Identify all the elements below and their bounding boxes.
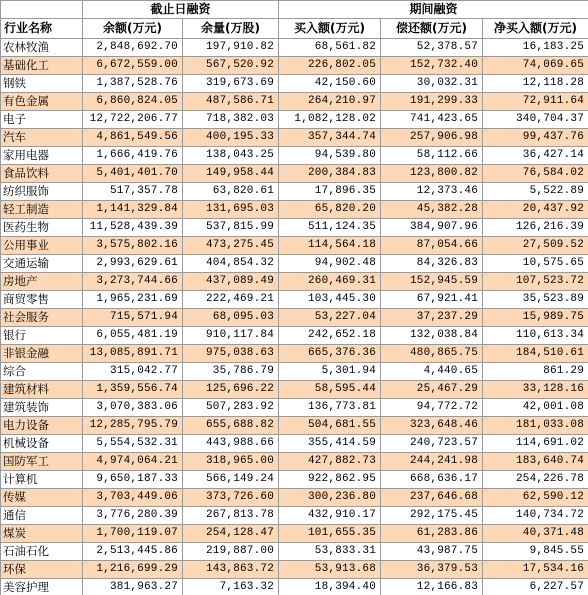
- cell-balance: 517,357.78: [83, 183, 183, 201]
- cell-volume: 138,043.25: [183, 147, 279, 165]
- cell-net-buy: 140,734.72: [483, 507, 588, 525]
- cell-net-buy: 33,128.16: [483, 381, 588, 399]
- cell-buy-amount: 114,564.18: [279, 237, 381, 255]
- cell-repay-amount: 123,800.82: [381, 165, 483, 183]
- cell-balance: 2,993,629.61: [83, 255, 183, 273]
- column-header-buy-amount: 买入额(万元): [279, 19, 381, 39]
- table-row: [1, 525, 588, 543]
- column-header-industry: 行业名称: [1, 19, 83, 39]
- cell-volume: 222,469.21: [183, 291, 279, 309]
- cell-repay-amount: 152,945.59: [381, 273, 483, 291]
- cell-repay-amount: 87,054.66: [381, 237, 483, 255]
- cell-buy-amount: 260,469.31: [279, 273, 381, 291]
- table-row: [1, 183, 588, 201]
- cell-net-buy: 5,522.89: [483, 183, 588, 201]
- cell-industry: 电子: [1, 111, 83, 129]
- cell-industry: 美容护理: [1, 579, 83, 595]
- cell-industry: 食品饮料: [1, 165, 83, 183]
- cell-buy-amount: 1,082,128.02: [279, 111, 381, 129]
- cell-industry: 环保: [1, 561, 83, 579]
- cell-balance: 4,974,064.21: [83, 453, 183, 471]
- table-row: [1, 417, 588, 435]
- header-group-closing: 截止日融资: [83, 1, 279, 19]
- cell-buy-amount: 504,681.55: [279, 417, 381, 435]
- column-header-balance: 余额(万元): [83, 19, 183, 39]
- cell-buy-amount: 58,595.44: [279, 381, 381, 399]
- table-row: [1, 165, 588, 183]
- cell-volume: 718,382.03: [183, 111, 279, 129]
- table-row: [1, 381, 588, 399]
- table-row: [1, 327, 588, 345]
- cell-volume: 566,149.24: [183, 471, 279, 489]
- cell-balance: 381,963.27: [83, 579, 183, 595]
- cell-buy-amount: 18,394.40: [279, 579, 381, 595]
- cell-balance: 715,571.94: [83, 309, 183, 327]
- cell-volume: 63,820.61: [183, 183, 279, 201]
- table-row: [1, 489, 588, 507]
- cell-repay-amount: 84,326.83: [381, 255, 483, 273]
- table-row: [1, 93, 588, 111]
- cell-repay-amount: 12,373.46: [381, 183, 483, 201]
- cell-volume: 318,965.00: [183, 453, 279, 471]
- table-row: [1, 57, 588, 75]
- cell-net-buy: 35,523.89: [483, 291, 588, 309]
- cell-industry: 汽车: [1, 129, 83, 147]
- cell-buy-amount: 53,913.68: [279, 561, 381, 579]
- table-row: [1, 579, 588, 595]
- cell-volume: 35,786.79: [183, 363, 279, 381]
- cell-buy-amount: 68,561.82: [279, 39, 381, 57]
- cell-industry: 社会服务: [1, 309, 83, 327]
- cell-balance: 6,860,824.05: [83, 93, 183, 111]
- cell-net-buy: 36,427.14: [483, 147, 588, 165]
- table-row: [1, 507, 588, 525]
- cell-buy-amount: 432,910.17: [279, 507, 381, 525]
- cell-volume: 655,688.82: [183, 417, 279, 435]
- cell-industry: 综合: [1, 363, 83, 381]
- cell-balance: 13,085,891.71: [83, 345, 183, 363]
- cell-industry: 钢铁: [1, 75, 83, 93]
- cell-buy-amount: 101,655.35: [279, 525, 381, 543]
- cell-balance: 6,672,559.00: [83, 57, 183, 75]
- cell-repay-amount: 292,175.45: [381, 507, 483, 525]
- cell-volume: 404,854.32: [183, 255, 279, 273]
- cell-balance: 4,861,549.56: [83, 129, 183, 147]
- cell-balance: 1,216,699.29: [83, 561, 183, 579]
- cell-buy-amount: 53,227.04: [279, 309, 381, 327]
- cell-volume: 537,815.99: [183, 219, 279, 237]
- cell-balance: 1,965,231.69: [83, 291, 183, 309]
- table-row: [1, 111, 588, 129]
- cell-balance: 12,722,206.77: [83, 111, 183, 129]
- table-row: [1, 219, 588, 237]
- cell-buy-amount: 65,820.20: [279, 201, 381, 219]
- cell-volume: 975,038.63: [183, 345, 279, 363]
- cell-buy-amount: 200,384.83: [279, 165, 381, 183]
- cell-repay-amount: 67,921.41: [381, 291, 483, 309]
- cell-net-buy: 72,911.64: [483, 93, 588, 111]
- cell-industry: 建筑装饰: [1, 399, 83, 417]
- cell-repay-amount: 384,907.96: [381, 219, 483, 237]
- cell-buy-amount: 264,210.97: [279, 93, 381, 111]
- cell-volume: 7,163.32: [183, 579, 279, 595]
- cell-net-buy: 62,590.12: [483, 489, 588, 507]
- cell-repay-amount: 741,423.65: [381, 111, 483, 129]
- cell-net-buy: 126,216.39: [483, 219, 588, 237]
- table-row: [1, 435, 588, 453]
- cell-net-buy: 40,371.48: [483, 525, 588, 543]
- cell-industry: 轻工制造: [1, 201, 83, 219]
- cell-volume: 143,863.72: [183, 561, 279, 579]
- cell-buy-amount: 922,862.95: [279, 471, 381, 489]
- cell-net-buy: 16,183.25: [483, 39, 588, 57]
- column-header-net-buy: 净买入额(万元): [483, 19, 588, 39]
- cell-net-buy: 184,510.61: [483, 345, 588, 363]
- cell-balance: 12,285,795.79: [83, 417, 183, 435]
- cell-industry: 交通运输: [1, 255, 83, 273]
- cell-industry: 公用事业: [1, 237, 83, 255]
- cell-net-buy: 74,069.65: [483, 57, 588, 75]
- cell-industry: 有色金属: [1, 93, 83, 111]
- cell-balance: 3,070,383.06: [83, 399, 183, 417]
- cell-balance: 1,700,119.07: [83, 525, 183, 543]
- cell-industry: 电力设备: [1, 417, 83, 435]
- cell-balance: 2,848,692.70: [83, 39, 183, 57]
- cell-volume: 400,195.33: [183, 129, 279, 147]
- cell-net-buy: 181,033.08: [483, 417, 588, 435]
- cell-repay-amount: 323,648.46: [381, 417, 483, 435]
- cell-net-buy: 17,534.16: [483, 561, 588, 579]
- cell-volume: 437,089.49: [183, 273, 279, 291]
- cell-industry: 农林牧渔: [1, 39, 83, 57]
- table-row: [1, 147, 588, 165]
- cell-net-buy: 15,989.75: [483, 309, 588, 327]
- table-row: [1, 273, 588, 291]
- header-column-row: [1, 19, 588, 39]
- cell-industry: 煤炭: [1, 525, 83, 543]
- cell-balance: 6,055,481.19: [83, 327, 183, 345]
- table-header: [1, 1, 588, 39]
- cell-repay-amount: 43,987.75: [381, 543, 483, 561]
- cell-volume: 131,695.03: [183, 201, 279, 219]
- cell-industry: 商贸零售: [1, 291, 83, 309]
- cell-buy-amount: 5,301.94: [279, 363, 381, 381]
- cell-balance: 3,273,744.66: [83, 273, 183, 291]
- cell-net-buy: 76,584.02: [483, 165, 588, 183]
- cell-buy-amount: 94,539.80: [279, 147, 381, 165]
- cell-net-buy: 110,613.34: [483, 327, 588, 345]
- cell-buy-amount: 42,150.60: [279, 75, 381, 93]
- cell-net-buy: 27,509.52: [483, 237, 588, 255]
- cell-buy-amount: 103,445.30: [279, 291, 381, 309]
- cell-balance: 2,513,445.86: [83, 543, 183, 561]
- table-row: [1, 345, 588, 363]
- cell-volume: 567,520.92: [183, 57, 279, 75]
- cell-buy-amount: 511,124.35: [279, 219, 381, 237]
- cell-net-buy: 861.29: [483, 363, 588, 381]
- cell-industry: 计算机: [1, 471, 83, 489]
- cell-net-buy: 6,227.57: [483, 579, 588, 595]
- table-row: [1, 471, 588, 489]
- cell-industry: 纺织服饰: [1, 183, 83, 201]
- cell-repay-amount: 30,032.31: [381, 75, 483, 93]
- cell-repay-amount: 244,241.98: [381, 453, 483, 471]
- cell-repay-amount: 237,646.68: [381, 489, 483, 507]
- cell-buy-amount: 53,833.31: [279, 543, 381, 561]
- cell-repay-amount: 36,379.53: [381, 561, 483, 579]
- cell-industry: 机械设备: [1, 435, 83, 453]
- table-row: [1, 39, 588, 57]
- cell-volume: 319,673.69: [183, 75, 279, 93]
- cell-industry: 石油石化: [1, 543, 83, 561]
- cell-buy-amount: 300,236.80: [279, 489, 381, 507]
- cell-volume: 267,813.78: [183, 507, 279, 525]
- cell-net-buy: 107,523.72: [483, 273, 588, 291]
- cell-balance: 3,776,280.39: [83, 507, 183, 525]
- cell-repay-amount: 668,636.17: [381, 471, 483, 489]
- cell-balance: 1,141,329.84: [83, 201, 183, 219]
- cell-repay-amount: 45,382.28: [381, 201, 483, 219]
- header-group-period: 期间融资: [279, 1, 588, 19]
- cell-net-buy: 340,704.37: [483, 111, 588, 129]
- cell-volume: 443,988.66: [183, 435, 279, 453]
- table-row: [1, 129, 588, 147]
- cell-balance: 9,650,187.33: [83, 471, 183, 489]
- cell-repay-amount: 58,112.66: [381, 147, 483, 165]
- cell-repay-amount: 12,166.83: [381, 579, 483, 595]
- table-row: [1, 543, 588, 561]
- cell-industry: 通信: [1, 507, 83, 525]
- cell-balance: 5,554,532.31: [83, 435, 183, 453]
- table-row: [1, 255, 588, 273]
- column-header-volume: 余量(万股): [183, 19, 279, 39]
- cell-industry: 家用电器: [1, 147, 83, 165]
- cell-buy-amount: 665,376.36: [279, 345, 381, 363]
- column-header-repay-amount: 偿还额(万元): [381, 19, 483, 39]
- cell-repay-amount: 152,732.40: [381, 57, 483, 75]
- cell-net-buy: 42,001.08: [483, 399, 588, 417]
- header-group-blank: [1, 1, 83, 19]
- cell-net-buy: 114,691.02: [483, 435, 588, 453]
- cell-volume: 125,696.22: [183, 381, 279, 399]
- cell-industry: 银行: [1, 327, 83, 345]
- cell-balance: 11,528,439.39: [83, 219, 183, 237]
- cell-repay-amount: 191,299.33: [381, 93, 483, 111]
- cell-net-buy: 254,226.78: [483, 471, 588, 489]
- cell-repay-amount: 94,772.72: [381, 399, 483, 417]
- cell-volume: 197,910.82: [183, 39, 279, 57]
- table-row: [1, 363, 588, 381]
- cell-net-buy: 9,845.55: [483, 543, 588, 561]
- cell-net-buy: 10,575.65: [483, 255, 588, 273]
- cell-net-buy: 99,437.76: [483, 129, 588, 147]
- table-row: [1, 453, 588, 471]
- table-row: [1, 561, 588, 579]
- table-row: [1, 291, 588, 309]
- cell-balance: 315,042.77: [83, 363, 183, 381]
- cell-balance: 1,387,528.76: [83, 75, 183, 93]
- cell-buy-amount: 17,896.35: [279, 183, 381, 201]
- cell-buy-amount: 136,773.81: [279, 399, 381, 417]
- cell-buy-amount: 94,902.48: [279, 255, 381, 273]
- cell-repay-amount: 257,906.98: [381, 129, 483, 147]
- cell-volume: 219,887.00: [183, 543, 279, 561]
- cell-buy-amount: 427,882.73: [279, 453, 381, 471]
- table-row: [1, 309, 588, 327]
- cell-balance: 3,703,449.06: [83, 489, 183, 507]
- cell-industry: 房地产: [1, 273, 83, 291]
- cell-industry: 建筑材料: [1, 381, 83, 399]
- table-row: [1, 75, 588, 93]
- cell-balance: 3,575,802.16: [83, 237, 183, 255]
- cell-repay-amount: 480,865.75: [381, 345, 483, 363]
- cell-volume: 487,586.71: [183, 93, 279, 111]
- cell-industry: 传媒: [1, 489, 83, 507]
- cell-repay-amount: 37,237.29: [381, 309, 483, 327]
- cell-volume: 254,128.47: [183, 525, 279, 543]
- cell-buy-amount: 355,414.59: [279, 435, 381, 453]
- cell-repay-amount: 52,378.57: [381, 39, 483, 57]
- cell-repay-amount: 25,467.29: [381, 381, 483, 399]
- table-row: [1, 237, 588, 255]
- cell-volume: 910,117.84: [183, 327, 279, 345]
- cell-buy-amount: 242,652.18: [279, 327, 381, 345]
- cell-net-buy: 183,640.74: [483, 453, 588, 471]
- cell-industry: 医药生物: [1, 219, 83, 237]
- table-body: [1, 39, 588, 595]
- cell-volume: 373,726.60: [183, 489, 279, 507]
- cell-balance: 5,401,401.70: [83, 165, 183, 183]
- cell-repay-amount: 4,440.65: [381, 363, 483, 381]
- cell-balance: 1,666,419.76: [83, 147, 183, 165]
- cell-repay-amount: 132,038.84: [381, 327, 483, 345]
- header-group-row: [1, 1, 588, 19]
- cell-volume: 473,275.45: [183, 237, 279, 255]
- table-row: [1, 201, 588, 219]
- cell-balance: 1,359,556.74: [83, 381, 183, 399]
- cell-volume: 507,283.92: [183, 399, 279, 417]
- cell-buy-amount: 357,344.74: [279, 129, 381, 147]
- cell-industry: 国防军工: [1, 453, 83, 471]
- cell-volume: 68,095.03: [183, 309, 279, 327]
- cell-buy-amount: 226,802.05: [279, 57, 381, 75]
- cell-industry: 非银金融: [1, 345, 83, 363]
- cell-repay-amount: 61,283.86: [381, 525, 483, 543]
- cell-net-buy: 12,118.28: [483, 75, 588, 93]
- cell-industry: 基础化工: [1, 57, 83, 75]
- cell-repay-amount: 240,723.57: [381, 435, 483, 453]
- cell-volume: 149,958.44: [183, 165, 279, 183]
- table-row: [1, 399, 588, 417]
- cell-net-buy: 20,437.92: [483, 201, 588, 219]
